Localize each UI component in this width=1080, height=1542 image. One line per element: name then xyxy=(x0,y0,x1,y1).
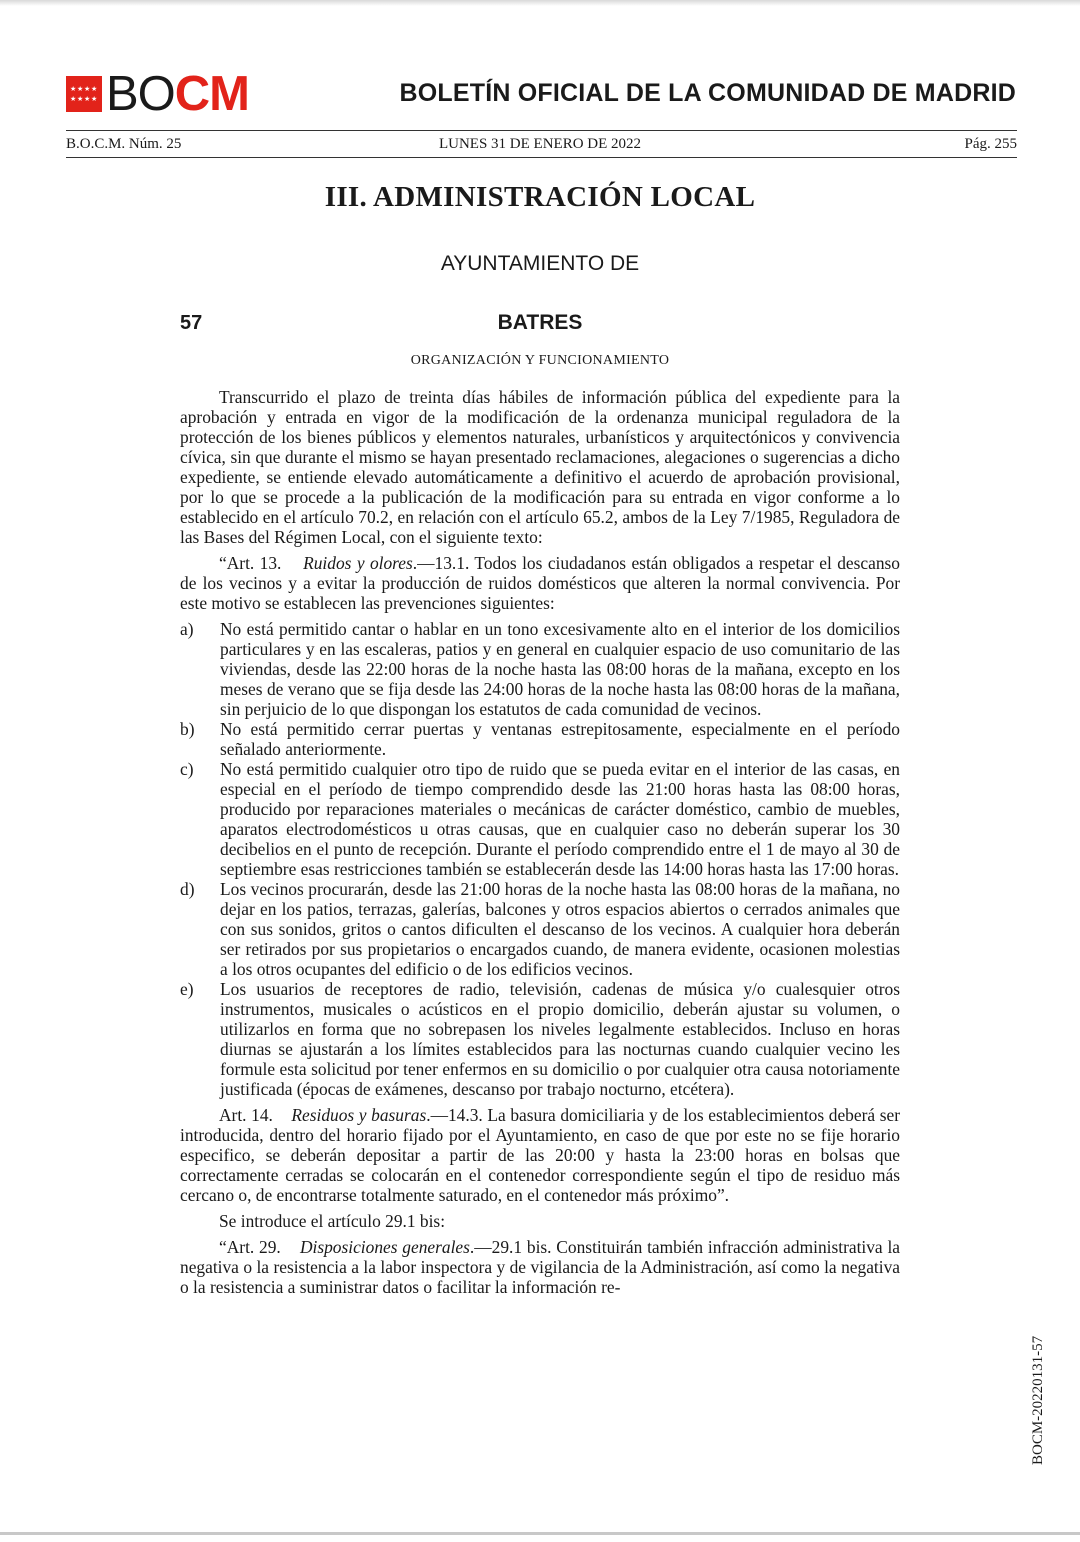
document-code: BOCM-20220131-57 xyxy=(1030,1335,1046,1465)
issue-date: LUNES 31 DE ENERO DE 2022 xyxy=(438,136,642,152)
announcement-number: 57 xyxy=(180,312,203,334)
list-item: b) No está permitido cerrar puertas y ventanas estrepitosamente, especialmente en el período señalado anteriormente. xyxy=(180,719,900,759)
subject-heading: ORGANIZACIÓN Y FUNCIONAMIENTO xyxy=(410,353,670,368)
page-number: Pág. 255 xyxy=(964,136,1017,152)
top-shadow xyxy=(0,0,1080,6)
article-13: “Art. 13. Ruidos y olores.—13.1. Todos los ciudadanos están obligados a respetar el descanso de los vecinos y a evitar la producción de ruidos domésticos que alteren la normal convivencia. Por este motivo se establecen las prevenciones siguientes: xyxy=(180,553,901,613)
masthead-title: BOLETÍN OFICIAL DE LA COMUNIDAD DE MADRID xyxy=(399,79,1016,107)
issue-number: B.O.C.M. Núm. 25 xyxy=(66,136,182,152)
list-item: d) Los vecinos procurarán, desde las 21:00 horas de la noche hasta las 08:00 horas de la mañana, no dejar en los patios, terrazas, galerías, balcones y otros espacios abiertos o cerrados animales que con sus sonidos, gritos o cantos dificulten el descanso de los vecinos. A cualquier hora deberán ser retirados por sus propietarios o encargados cuando, de manera evidente, ocasionen molestias a los otros ocupantes del edificio o de los edificios vecinos. xyxy=(180,879,900,979)
logo-wordmark: BOCM xyxy=(106,67,250,121)
article-29-intro: Se introduce el artículo 29.1 bis: xyxy=(219,1211,446,1231)
bottom-edge xyxy=(0,1532,1080,1535)
list-item: a) No está permitido cantar o hablar en un tono excesivamente alto en el interior de los domicilios particulares y en las escaleras, patios y en general en cualquier espacio de uso comunitario de las viviendas, desde las 22:00 horas de la noche hasta las 08:00 horas de la mañana, excepto en los meses de verano que se fija desde las 24:00 horas de la noche hasta las 08:00 horas de la mañana, sin perjuicio de lo que dispongan los estatutos de cada comunidad de vecinos. xyxy=(180,619,900,719)
bocm-logo xyxy=(66,67,250,121)
municipality-name: BATRES xyxy=(497,311,583,334)
article-29: “Art. 29. Disposiciones generales.—29.1 bis. Constituirán también infracción administrativa la negativa o la resistencia a la labor inspectora y de vigilancia de la Administración, así como la negativa o la resistencia a suministrar datos o facilitar la información re- xyxy=(180,1237,900,1297)
intro-paragraph: Transcurrido el plazo de treinta días hábiles de información pública del expediente para la aprobación y entrada en vigor de la modificación de la ordenanza municipal reguladora de la protección de los bienes públicos y elementos naturales, urbanísticos y arquitectónicos y convivencia cívica, sin que durante el mismo se hayan presentado reclamaciones, alegaciones o sugerencias a dicho expediente, se entiende elevado automáticamente a definitivo el acuerdo de aprobación provisional, por lo que se procede a la publicación de la modificación para su entrada en vigor conforme a lo establecido en el artículo 70.2, en relación con el artículo 65.2, ambos de la Ley 7/1985, Reguladora de las Bases del Régimen Local, con el siguiente texto: xyxy=(180,387,900,547)
list-item: e) Los usuarios de receptores de radio, televisión, cadenas de música y/o cualesquier otros instrumentos, musicales o acústicos en el propio domicilio, deberán ajustar su volumen, o utilizarlos en forma que no sobrepasen los niveles legalmente establecidos. Incluso en horas diurnas se ajustarán a los límites establecidos para las nocturnas cuando cualquier vecino les formule esta solicitud por tener enfermos en su domicilio o por cualquier otra causa notoriamente justificada (épocas de exámenes, descanso por trabajo nocturno, etcétera). xyxy=(180,979,900,1099)
article-14: Art. 14. Residuos y basuras.—14.3. La basura domiciliaria y de los establecimientos deberá ser introducida, dentro del horario fijado por el Ayuntamiento, en caso de que por este no se fije horario especifico, se deberán depositar a partir de las 20:00 y hasta la 23:00 horas en bolsas que correctamente cerradas se colocarán en el contenedor correspondiente según el tipo de residuo más cercano o, de encontrarse totalmente saturado, en el contenedor más próximo”. xyxy=(180,1105,900,1205)
ayuntamiento-heading: AYUNTAMIENTO DE xyxy=(440,252,640,275)
article-13-list xyxy=(141,619,900,1099)
madrid-stars-emblem-icon: ★ ★ ★ ★ ★ ★ ★ ★ xyxy=(66,76,102,112)
document-body xyxy=(180,387,900,1297)
header-rule-bottom xyxy=(66,157,1017,158)
header-rule-top xyxy=(66,130,1017,131)
section-title: III. ADMINISTRACIÓN LOCAL xyxy=(324,181,756,213)
list-item: c) No está permitido cualquier otro tipo de ruido que se pueda evitar en el interior de las casas, en especial en el período de tiempo comprendido desde las 21:00 horas hasta las 08:00 horas, producido por reparaciones materiales o mecánicas de carácter doméstico, cambio de muebles, aparatos electrodomésticos u otras causas, que en cualquier caso no deberán superar los 30 decibelios en el punto de recepción. Durante el período comprendido entre el 1 de mayo al 30 de septiembre esas restricciones también se establecerán desde las 14:00 horas hasta las 17:00 horas. xyxy=(180,759,900,879)
